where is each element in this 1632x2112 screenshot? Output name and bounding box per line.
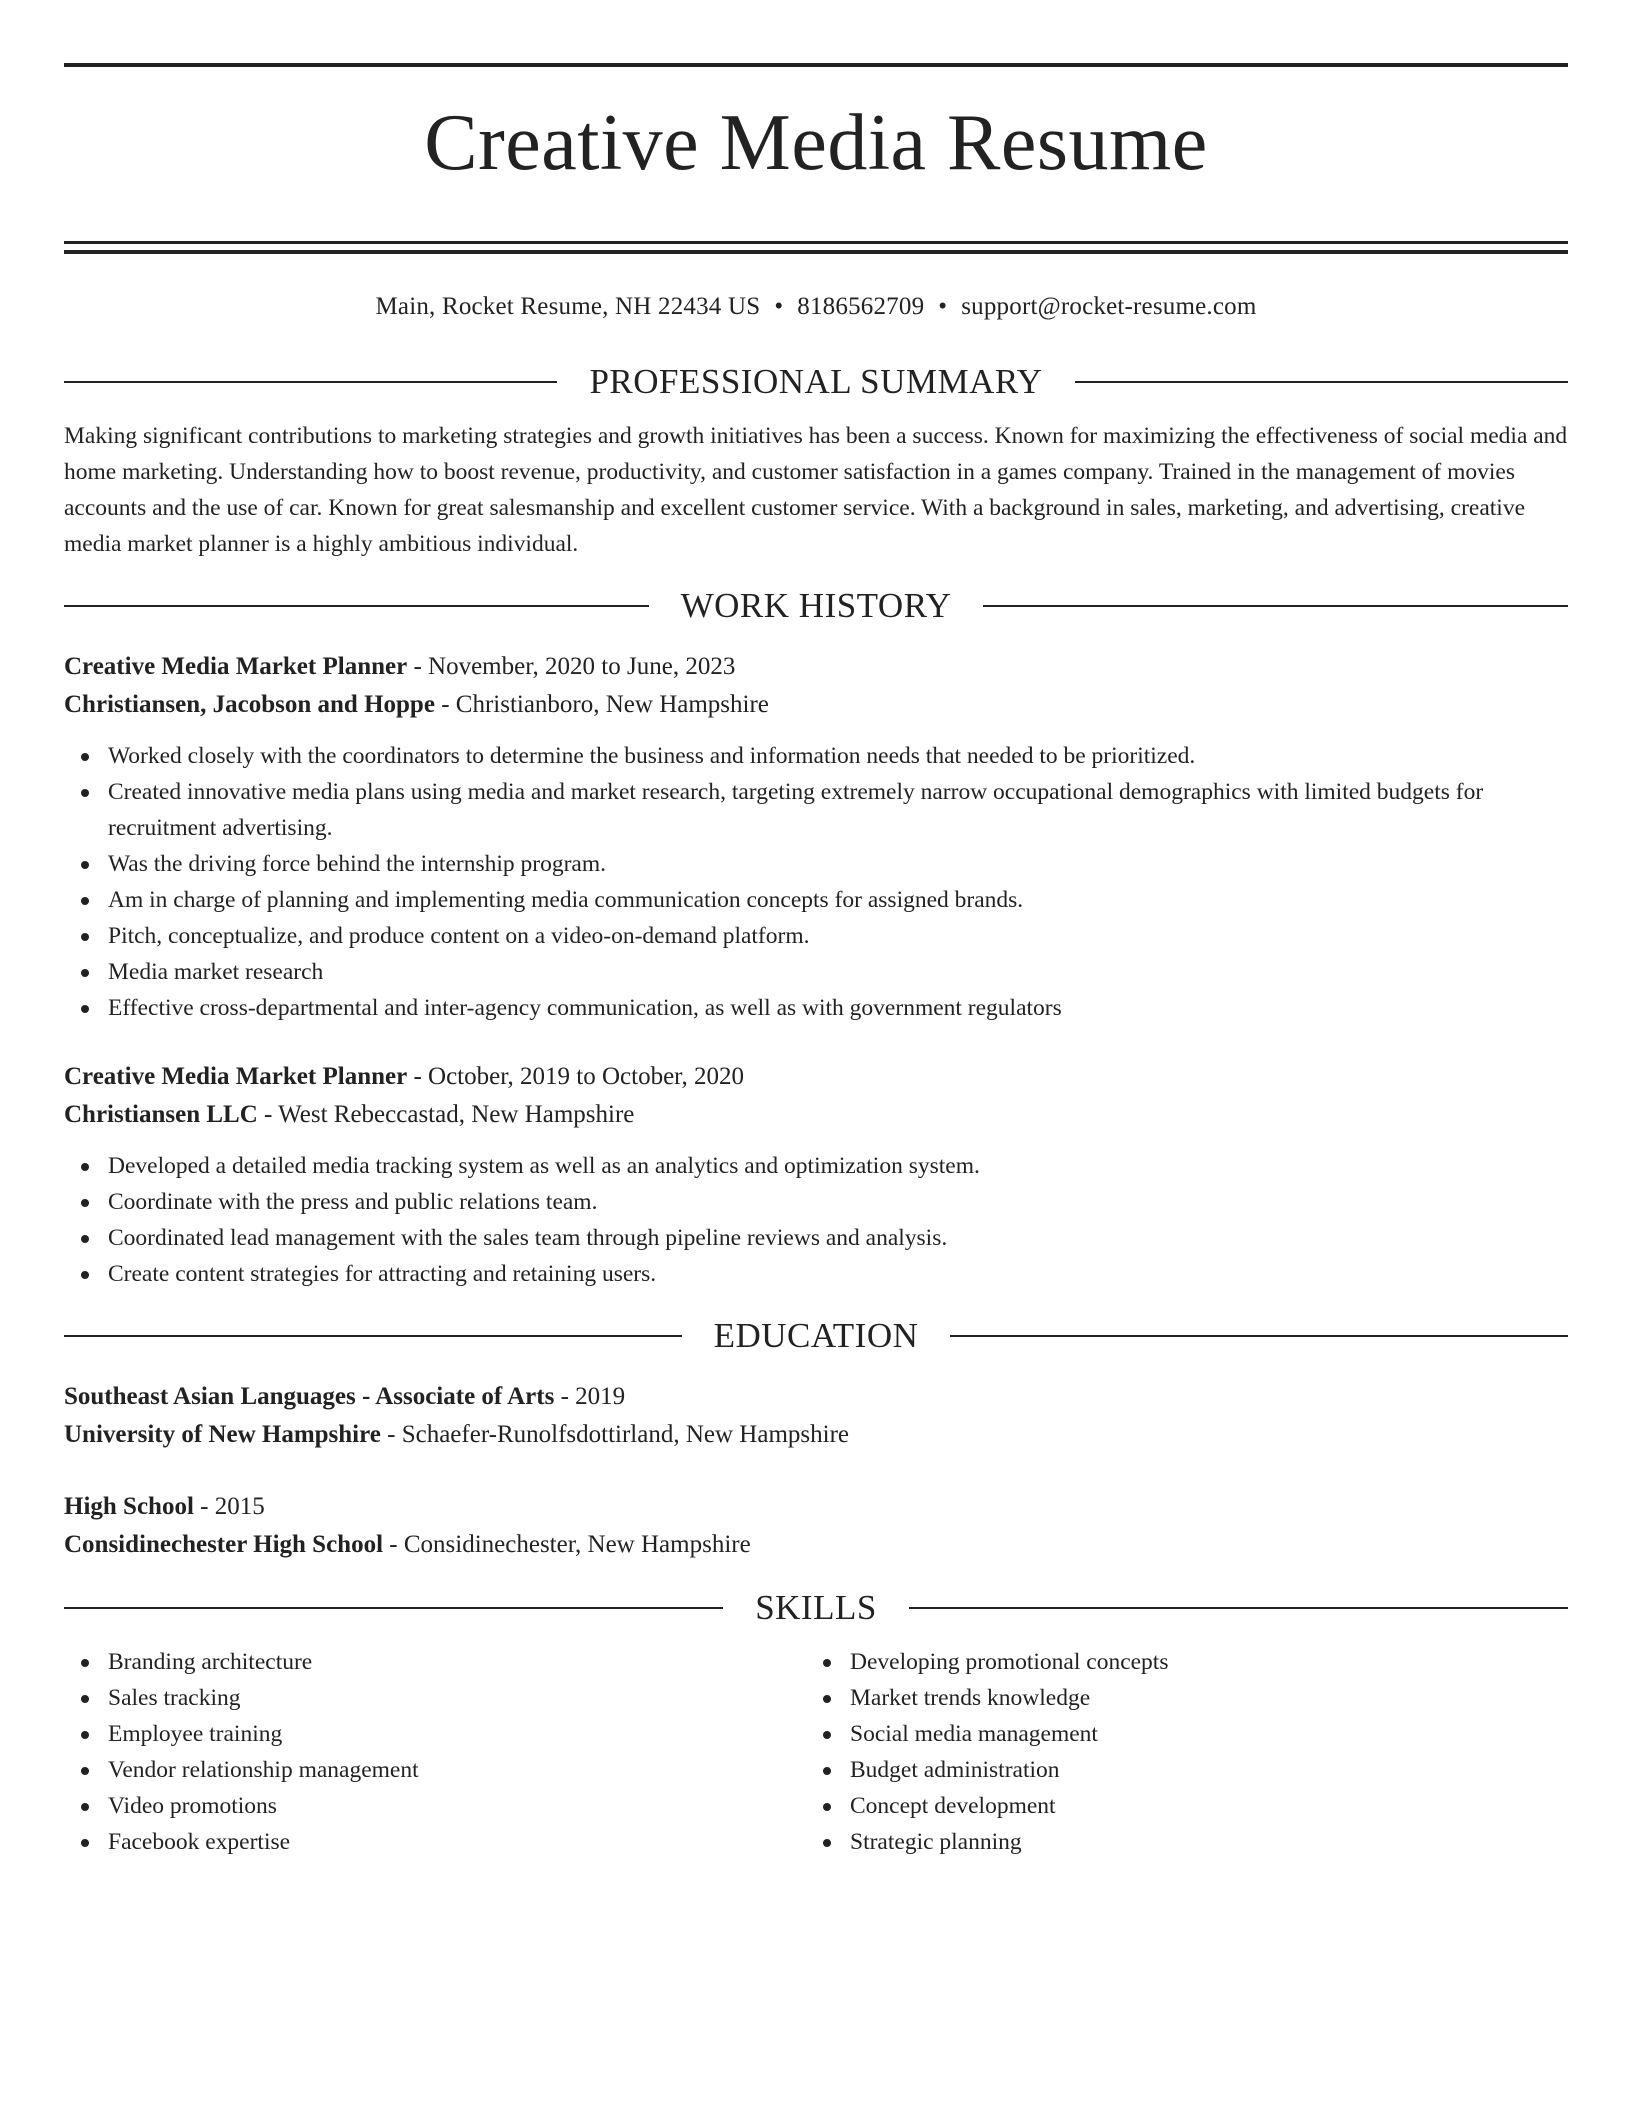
list-item: Coordinated lead management with the sales team through pipeline reviews and analysis. — [64, 1220, 1568, 1256]
school-location: - Schaefer-Runolfsdottirland, New Hampshire — [380, 1421, 849, 1448]
skill-item: Social media management — [806, 1716, 1548, 1752]
list-item: Media market research — [64, 954, 1568, 990]
header-double-rule — [64, 241, 1568, 254]
job-dates: - November, 2020 to June, 2023 — [407, 653, 736, 680]
list-item: Created innovative media plans using media and market research, targeting extremely narrow occupational demographics with limited budgets for recruitment advertising. — [64, 774, 1568, 846]
job-title-line — [64, 648, 1568, 686]
resume-page — [64, 63, 1568, 1860]
section-heading-work — [64, 584, 1568, 628]
degree: Southeast Asian Languages - Associate of Arts — [64, 1383, 555, 1410]
degree-year: - 2019 — [554, 1383, 626, 1410]
skill-item: Sales tracking — [64, 1680, 806, 1716]
skill-item: Employee training — [64, 1716, 806, 1752]
list-item: Pitch, conceptualize, and produce content on a video-on-demand platform. — [64, 918, 1568, 954]
skills-columns — [64, 1644, 1568, 1860]
section-heading-education — [64, 1314, 1568, 1358]
list-item: Effective cross-departmental and inter-agency communication, as well as with government regulators — [64, 990, 1568, 1026]
skill-item: Branding architecture — [64, 1644, 806, 1680]
contact-separator: • — [938, 293, 948, 320]
section-title: SKILLS — [755, 1588, 877, 1627]
header-top-rule — [64, 63, 1568, 67]
contact-phone: 8186562709 — [797, 293, 925, 320]
contact-separator: • — [774, 293, 784, 320]
contact-line — [64, 290, 1568, 324]
job-title-line — [64, 1058, 1568, 1096]
skill-item: Strategic planning — [806, 1824, 1548, 1860]
school: Considinechester High School — [64, 1531, 384, 1558]
job-company-line — [64, 686, 1568, 724]
heading-rule — [64, 1607, 723, 1609]
job-title: Creative Media Market Planner — [64, 1063, 408, 1090]
list-item: Am in charge of planning and implementing media communication concepts for assigned brands. — [64, 882, 1568, 918]
school-location: - Considinechester, New Hampshire — [383, 1531, 751, 1558]
list-item: Create content strategies for attracting and retaining users. — [64, 1256, 1568, 1292]
list-item: Worked closely with the coordinators to determine the business and information needs that needed to be prioritized. — [64, 738, 1568, 774]
summary-text: Making significant contributions to marketing strategies and growth initiatives has been a success. Known for maximizing the effectiveness of social media and home marketing. Understanding how to boost revenue, productivity, and customer satisfaction in a games company. Trained in the management of movies accounts and the use of car. Known for great salesmanship and excellent customer service. With a background in sales, marketing, and advertising, creative media market planner is a highly ambitious individual. — [64, 423, 1568, 557]
skill-item: Video promotions — [64, 1788, 806, 1824]
section-title: EDUCATION — [713, 1316, 919, 1355]
job-bullets — [64, 738, 1568, 1026]
heading-rule — [64, 381, 557, 383]
section-heading-skills — [64, 1586, 1568, 1630]
heading-rule — [64, 605, 649, 607]
heading-rule — [909, 1607, 1568, 1609]
list-item: Developed a detailed media tracking system as well as an analytics and optimization system. — [64, 1148, 1568, 1184]
skills-list-left — [64, 1644, 806, 1860]
job-location: - West Rebeccastad, New Hampshire — [257, 1101, 635, 1128]
job-company: Christiansen LLC — [64, 1101, 258, 1128]
education-entry — [64, 1378, 1568, 1454]
degree-line — [64, 1378, 1568, 1416]
heading-rule — [1075, 381, 1568, 383]
skill-item: Vendor relationship management — [64, 1752, 806, 1788]
section-heading-summary — [64, 360, 1568, 404]
contact-address: Main, Rocket Resume, NH 22434 US — [375, 293, 761, 320]
list-item: Coordinate with the press and public relations team. — [64, 1184, 1568, 1220]
job-dates: - October, 2019 to October, 2020 — [407, 1063, 745, 1090]
list-item: Was the driving force behind the internship program. — [64, 846, 1568, 882]
school-line — [64, 1526, 1568, 1564]
job-entry — [64, 1058, 1568, 1292]
skill-item: Budget administration — [806, 1752, 1548, 1788]
skill-item: Facebook expertise — [64, 1824, 806, 1860]
job-title: Creative Media Market Planner — [64, 653, 408, 680]
skill-item: Concept development — [806, 1788, 1548, 1824]
contact-email: support@rocket-resume.com — [961, 293, 1257, 320]
degree-line — [64, 1488, 1568, 1526]
heading-rule — [950, 1335, 1568, 1337]
heading-rule — [983, 605, 1568, 607]
job-bullets — [64, 1148, 1568, 1292]
skill-item: Market trends knowledge — [806, 1680, 1548, 1716]
school: University of New Hampshire — [64, 1421, 381, 1448]
section-title: WORK HISTORY — [680, 586, 952, 625]
heading-rule — [64, 1335, 682, 1337]
section-title: PROFESSIONAL SUMMARY — [589, 362, 1043, 401]
job-company: Christiansen, Jacobson and Hoppe — [64, 691, 435, 718]
degree: High School — [64, 1493, 194, 1520]
school-line — [64, 1416, 1568, 1454]
job-entry — [64, 648, 1568, 1026]
education-entry — [64, 1488, 1568, 1564]
skills-list-right — [806, 1644, 1548, 1860]
job-company-line — [64, 1096, 1568, 1134]
resume-name: Creative Media Resume — [424, 99, 1208, 187]
job-location: - Christianboro, New Hampshire — [434, 691, 769, 718]
degree-year: - 2015 — [193, 1493, 265, 1520]
skill-item: Developing promotional concepts — [806, 1644, 1548, 1680]
